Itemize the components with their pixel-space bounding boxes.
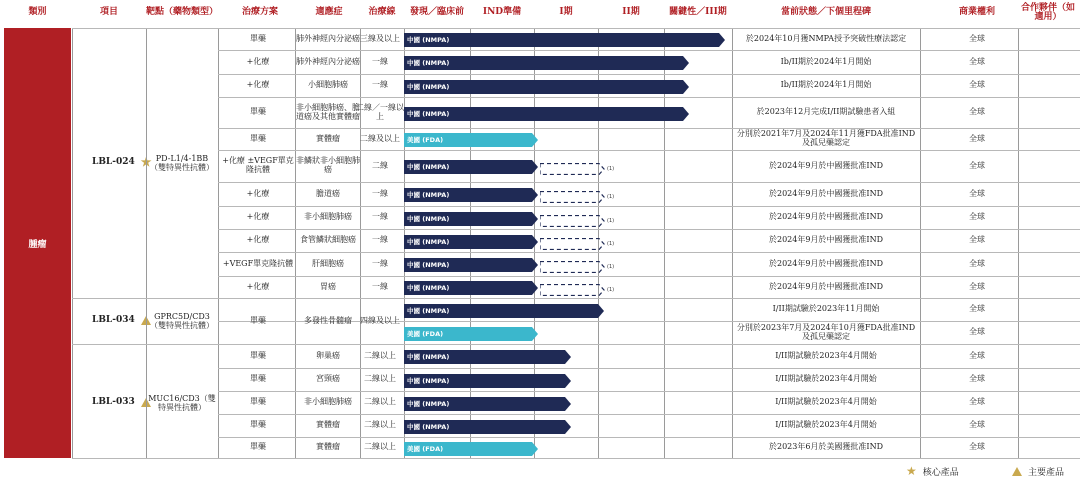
header-rights: 商業權利 [958,7,995,18]
header-partner: 合作夥伴（如適用） [1020,2,1075,22]
indication-cell: 宮頸癌 [316,374,340,384]
bar-label: 中國 (NMPA) [407,214,450,223]
category-label: 腫瘤 [28,239,47,250]
bar-label: 中國 (NMPA) [407,109,450,118]
bar-label: 中國 (NMPA) [407,237,450,246]
regimen-cell: +化療 [246,212,270,222]
product-lbl-024 [92,150,152,174]
line-cell: 二線 [372,160,388,170]
line-cell: 一線 [372,235,388,245]
bar-label: 中國 (NMPA) [407,35,450,44]
indication-cell: 非鱗狀非小細胞肺癌 [296,156,360,174]
bar-label: 美國 (FDA) [407,329,444,338]
status-cell: 於2024年10月獲NMPA授予突破性療法認定 [745,33,907,43]
planned-dashed-bar [540,281,620,293]
planned-dashed-bar [540,188,620,200]
rights-cell: 全球 [969,258,985,268]
row-divider [72,458,1080,459]
header-discovery: 發現／臨床前 [409,7,464,18]
line-cell: 二線以上 [364,442,396,452]
bar-label: 中國 (NMPA) [407,399,450,408]
indication-cell: 小細胞肺癌 [308,80,348,90]
rights-cell: 全球 [969,107,985,117]
indication-cell: 肺外神經內分泌癌 [296,56,360,66]
regimen-cell: +VEGF單克隆抗體 [222,258,294,268]
header-phase1: I期 [559,7,573,18]
bar-label: 中國 (NMPA) [407,190,450,199]
progress-bar [404,234,538,248]
indication-cell: 胃癌 [320,281,336,291]
bar-label: 中國 (NMPA) [407,162,450,171]
indication-cell: 食管鱗狀細胞癌 [300,235,356,245]
rights-cell: 全球 [969,304,985,314]
regimen-cell: 單藥 [250,397,266,407]
bar-label: 中國 (NMPA) [407,306,450,315]
indication-cell: 非小細胞肺癌、膽道癌及其他實體瘤 [296,102,360,121]
line-cell: 二線以上 [364,374,396,384]
regimen-cell: 單藥 [250,374,266,384]
progress-bar [404,32,725,46]
regimen-cell: +化療 ±VEGF單克隆抗體 [222,156,294,174]
status-cell: 於2024年9月於中國獲批准IND [768,235,884,245]
footnote-marker: (1) [607,264,615,270]
bar-label: 中國 (NMPA) [407,376,450,385]
column-divider [146,28,147,458]
table-header [0,0,1080,26]
progress-bar [404,211,538,225]
bar-label: 中國 (NMPA) [407,260,450,269]
line-cell: 一線 [372,188,388,198]
header-ind: IND準備 [482,7,522,18]
line-cell: 四線及以上 [360,315,400,325]
regimen-cell: +化療 [246,188,270,198]
indication-cell: 肺外神經內分泌癌 [296,33,360,43]
product-lbl-034 [92,308,151,332]
regimen-cell: +化療 [246,281,270,291]
progress-bar [404,349,571,363]
star-icon: ★ [906,464,917,478]
rights-cell: 全球 [969,281,985,291]
line-cell: 二線以上 [364,350,396,360]
regimen-cell: 單藥 [250,315,266,325]
indication-cell: 卵巢癌 [316,350,340,360]
status-cell: 分別於2023年7月及2024年10月獲FDA批准IND及孤兒藥認定 [736,322,916,341]
indication-cell: 肝細胞癌 [312,258,344,268]
product-name: LBL-024 [92,157,135,167]
planned-dashed-bar [540,160,620,172]
indication-cell: 非小細胞肺癌 [304,397,352,407]
bar-label: 美國 (FDA) [407,135,444,144]
status-cell: 於2024年9月於中國獲批准IND [768,188,884,198]
regimen-cell: 單藥 [250,420,266,430]
column-divider [920,28,921,458]
indication-cell: 非小細胞肺癌 [304,212,352,222]
rights-cell: 全球 [969,80,985,90]
header-target: 靶點（藥物類型） [146,7,219,18]
status-cell: 於2023年12月完成I/II期試驗患者入組 [756,107,896,117]
bar-label: 美國 (FDA) [407,444,444,453]
rights-cell: 全球 [969,235,985,245]
progress-bar [404,303,604,317]
rights-cell: 全球 [969,33,985,43]
bar-label: 中國 (NMPA) [407,58,450,67]
rights-cell: 全球 [969,350,985,360]
status-cell: 於2024年9月於中國獲批准IND [768,212,884,222]
progress-bar [404,257,538,271]
line-cell: 二線及以上 [360,133,400,143]
legend-key-label: 主要產品 [1028,467,1065,478]
status-cell: I/II期試驗於2023年4月開始 [775,350,877,360]
header-regimen: 治療方案 [241,7,278,18]
line-cell: 一線 [372,212,388,222]
regimen-cell: +化療 [246,80,270,90]
category-oncology [4,28,71,458]
product-lbl-033 [92,390,151,414]
rights-cell: 全球 [969,397,985,407]
progress-bar [404,396,571,410]
progress-bar [404,55,689,69]
progress-bar [404,373,571,387]
footnote-marker: (1) [607,218,615,224]
footnote-marker: (1) [607,287,615,293]
progress-bar [404,187,538,201]
line-cell: 一線 [372,258,388,268]
rights-cell: 全球 [969,420,985,430]
header-indication: 適應症 [315,7,343,18]
progress-bar [404,280,538,294]
header-status: 當前狀態／下個里程碑 [780,7,871,18]
footnote-marker: (1) [607,166,615,172]
line-cell: 二線以上 [364,420,396,430]
regimen-cell: 單藥 [250,350,266,360]
line-cell: 一線 [372,281,388,291]
product-target: GPRC5D/CD3（雙特異性抗體） [150,311,214,330]
regimen-cell: +化療 [246,56,270,66]
bar-label: 中國 (NMPA) [407,422,450,431]
product-target: MUC16/CD3（雙特異性抗體） [148,393,216,412]
bar-label: 中國 (NMPA) [407,82,450,91]
product-name: LBL-034 [92,315,135,325]
indication-cell: 實體瘤 [316,442,340,452]
planned-dashed-bar [540,235,620,247]
dashed-bar-shape [540,262,604,273]
header-phase2: II期 [622,7,640,18]
indication-cell: 實體瘤 [316,133,340,143]
column-divider [732,28,733,458]
status-cell: I/II期試驗於2023年4月開始 [775,374,877,384]
column-divider [218,28,219,458]
header-project: 項目 [99,7,118,18]
product-target: PD-L1/4-1BB（雙特異性抗體） [150,153,214,172]
indication-cell: 膽道癌 [316,188,340,198]
progress-bar [404,79,689,93]
progress-bar [404,419,571,433]
regimen-cell: 單藥 [250,107,266,117]
dashed-bar-shape [540,239,604,250]
product-name: LBL-033 [92,397,135,407]
rights-cell: 全球 [969,188,985,198]
status-cell: 分別於2021年7月及2024年11月獲FDA批准IND及孤兒藥認定 [736,129,916,147]
legend-key [1012,463,1064,479]
progress-bar-shape [404,33,725,47]
legend-core-label: 核心產品 [922,467,959,478]
header-line: 治療線 [368,7,396,18]
status-cell: 於2024年9月於中國獲批准IND [768,281,884,291]
line-cell: 一線 [372,80,388,90]
progress-bar [404,159,538,173]
legend-core [906,463,959,479]
rights-cell: 全球 [969,212,985,222]
status-cell: I/II期試驗於2023年4月開始 [775,397,877,407]
planned-dashed-bar [540,212,620,224]
dashed-bar-shape [540,164,604,175]
regimen-cell: 單藥 [250,442,266,452]
header-pivotal: 關鍵性／III期 [669,7,727,18]
rights-cell: 全球 [969,374,985,384]
progress-bar [404,441,538,455]
status-cell: Ib/II期於2024年1月開始 [780,80,872,90]
indication-cell: 多發性骨髓瘤 [304,315,352,325]
rights-cell: 全球 [969,133,985,143]
bar-label: 中國 (NMPA) [407,352,450,361]
regimen-cell: 單藥 [250,33,266,43]
status-cell: 於2024年9月於中國獲批准IND [768,160,884,170]
line-cell: 二線以上 [364,397,396,407]
status-cell: I/II期試驗於2023年4月開始 [775,420,877,430]
bar-label: 中國 (NMPA) [407,283,450,292]
planned-dashed-bar [540,258,620,270]
rights-cell: 全球 [969,160,985,170]
line-cell: 三線及以上 [360,33,400,43]
regimen-cell: 單藥 [250,133,266,143]
indication-cell: 實體瘤 [316,420,340,430]
dashed-bar-shape [540,216,604,227]
line-cell: 二線／一線以上 [356,102,404,121]
triangle-icon [1012,467,1022,476]
rights-cell: 全球 [969,442,985,452]
regimen-cell: +化療 [246,235,270,245]
column-divider [72,28,73,458]
dashed-bar-shape [540,192,604,203]
line-cell: 一線 [372,56,388,66]
footnote-marker: (1) [607,241,615,247]
rights-cell: 全球 [969,56,985,66]
header-category: 類別 [28,7,47,18]
dashed-bar-shape [540,285,604,296]
rights-cell: 全球 [969,327,985,337]
progress-bar [404,106,689,120]
status-cell: Ib/II期於2024年1月開始 [780,56,872,66]
status-cell: 於2024年9月於中國獲批准IND [768,258,884,268]
status-cell: 於2023年6月於美國獲批准IND [768,442,884,452]
footnote-marker: (1) [607,194,615,200]
status-cell: I/II期試驗於2023年11月開始 [772,304,880,314]
core-product-star-icon: ★ [140,155,152,169]
progress-bar [404,132,538,146]
progress-bar [404,326,538,340]
